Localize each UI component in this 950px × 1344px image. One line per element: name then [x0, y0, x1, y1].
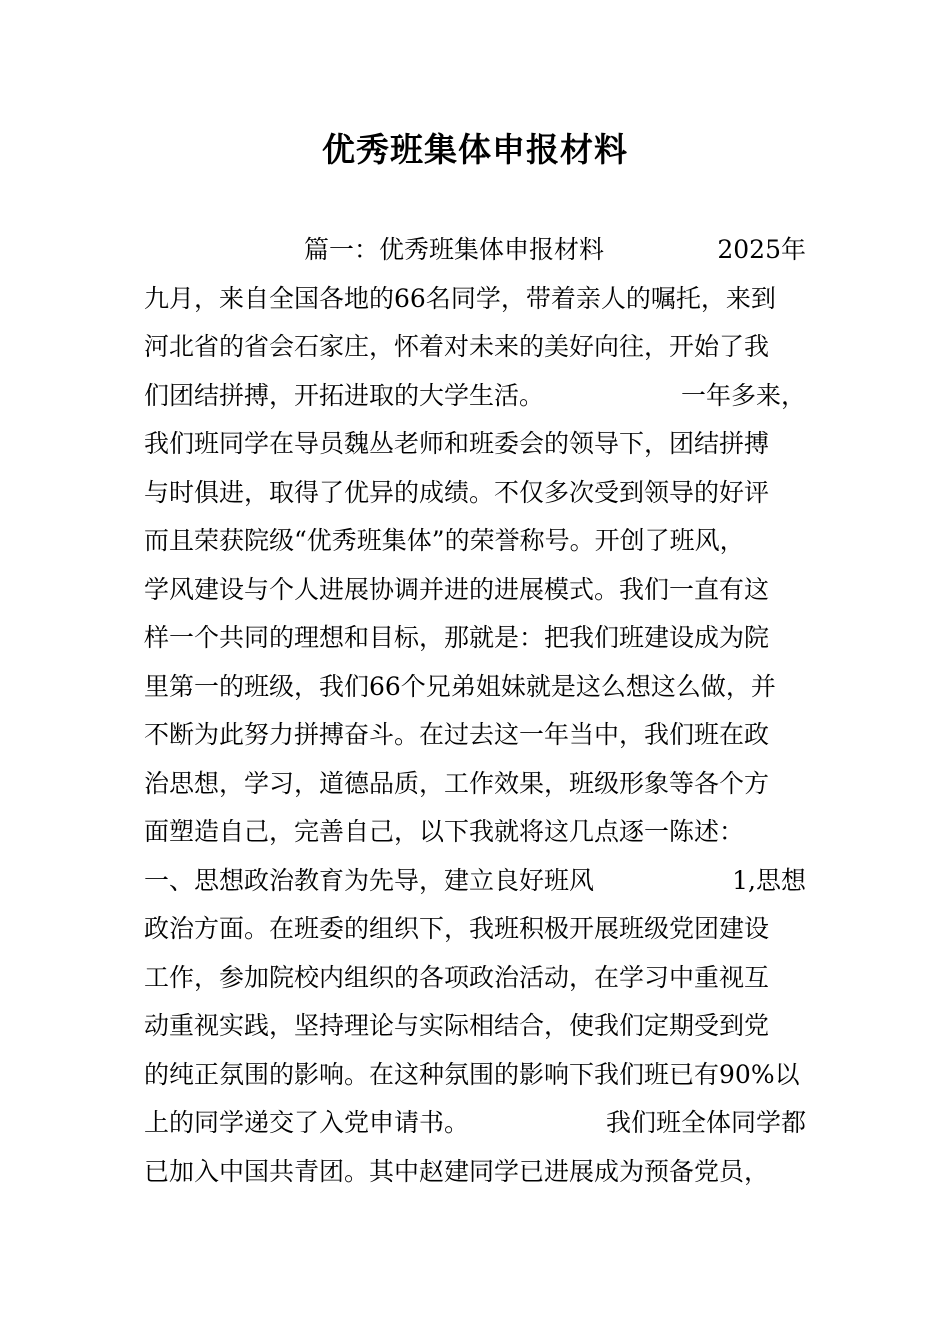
- line-text: 政治方面。在班委的组织下，我班积极开展班级党团建设: [144, 914, 770, 943]
- body-line: [144, 954, 806, 1003]
- body-line: [144, 1002, 806, 1051]
- line-text: 篇一：优秀班集体申报材料: [304, 235, 605, 264]
- line-text: 动重视实践，坚持理论与实际相结合，使我们定期受到党: [144, 1011, 770, 1040]
- body-line: [144, 226, 806, 275]
- line-text: 一、思想政治教育为先导，建立良好班风: [144, 865, 595, 895]
- body-line: [144, 905, 806, 954]
- body-line: [144, 275, 806, 324]
- document-body: [144, 226, 806, 1196]
- body-line: [144, 1099, 806, 1148]
- line-text: 1,思想: [732, 865, 806, 895]
- body-line: [144, 566, 806, 615]
- line-text: 与时俱进，取得了优异的成绩。不仅多次受到领导的好评: [144, 477, 770, 507]
- body-line: [144, 469, 806, 518]
- line-text: 河北省的省会石家庄，怀着对未来的美好向往，开始了我: [144, 332, 770, 361]
- line-text: 们团结拼搏，开拓进取的大学生活。: [144, 380, 545, 410]
- body-line: [144, 711, 806, 760]
- body-line: [144, 614, 806, 663]
- line-text: 样一个共同的理想和目标，那就是：把我们班建设成为院: [144, 623, 770, 652]
- body-line: [144, 857, 806, 906]
- line-text: 我们班同学在导员魏丛老师和班委会的领导下，团结拼搏: [144, 429, 770, 458]
- line-text: 面塑造自己，完善自己，以下我就将这几点逐一陈述：: [144, 817, 745, 846]
- line-text: 一年多来，: [680, 380, 806, 410]
- line-text: 已加入中国共青团。其中赵建同学已进展成为预备党员，: [144, 1156, 770, 1186]
- body-line: [144, 760, 806, 809]
- line-text: 我们班全体同学都: [605, 1108, 806, 1137]
- line-text: 而且荣获院级“优秀班集体”的荣誉称号。开创了班风，: [144, 526, 745, 555]
- line-text: 九月，来自全国各地的66名同学，带着亲人的嘱托，来到: [144, 283, 776, 313]
- body-line: [144, 808, 806, 857]
- body-line: [144, 420, 806, 469]
- line-text: 不断为此努力拼搏奋斗。在过去这一年当中，我们班在政: [144, 720, 770, 749]
- line-text: 里第一的班级，我们66个兄弟姐妹就是这么想这么做，并: [144, 671, 776, 701]
- body-line: [144, 372, 806, 421]
- body-line: [144, 517, 806, 566]
- document-title: 优秀班集体申报材料: [322, 130, 628, 169]
- body-line: [144, 663, 806, 712]
- line-text: 治思想，学习，道德品质，工作效果，班级形象等各个方: [144, 768, 770, 798]
- body-line: [144, 323, 806, 372]
- line-text: 工作，参加院校内组织的各项政治活动，在学习中重视互: [144, 962, 770, 992]
- line-text: 2025年: [717, 235, 806, 264]
- line-text: 上的同学递交了入党申请书。: [144, 1108, 470, 1137]
- line-text: 学风建设与个人进展协调并进的进展模式。我们一直有这: [144, 574, 770, 604]
- line-text: 的纯正氛围的影响。在这种氛围的影响下我们班已有90%以: [144, 1059, 800, 1089]
- body-line: [144, 1051, 806, 1100]
- body-line: [144, 1148, 806, 1197]
